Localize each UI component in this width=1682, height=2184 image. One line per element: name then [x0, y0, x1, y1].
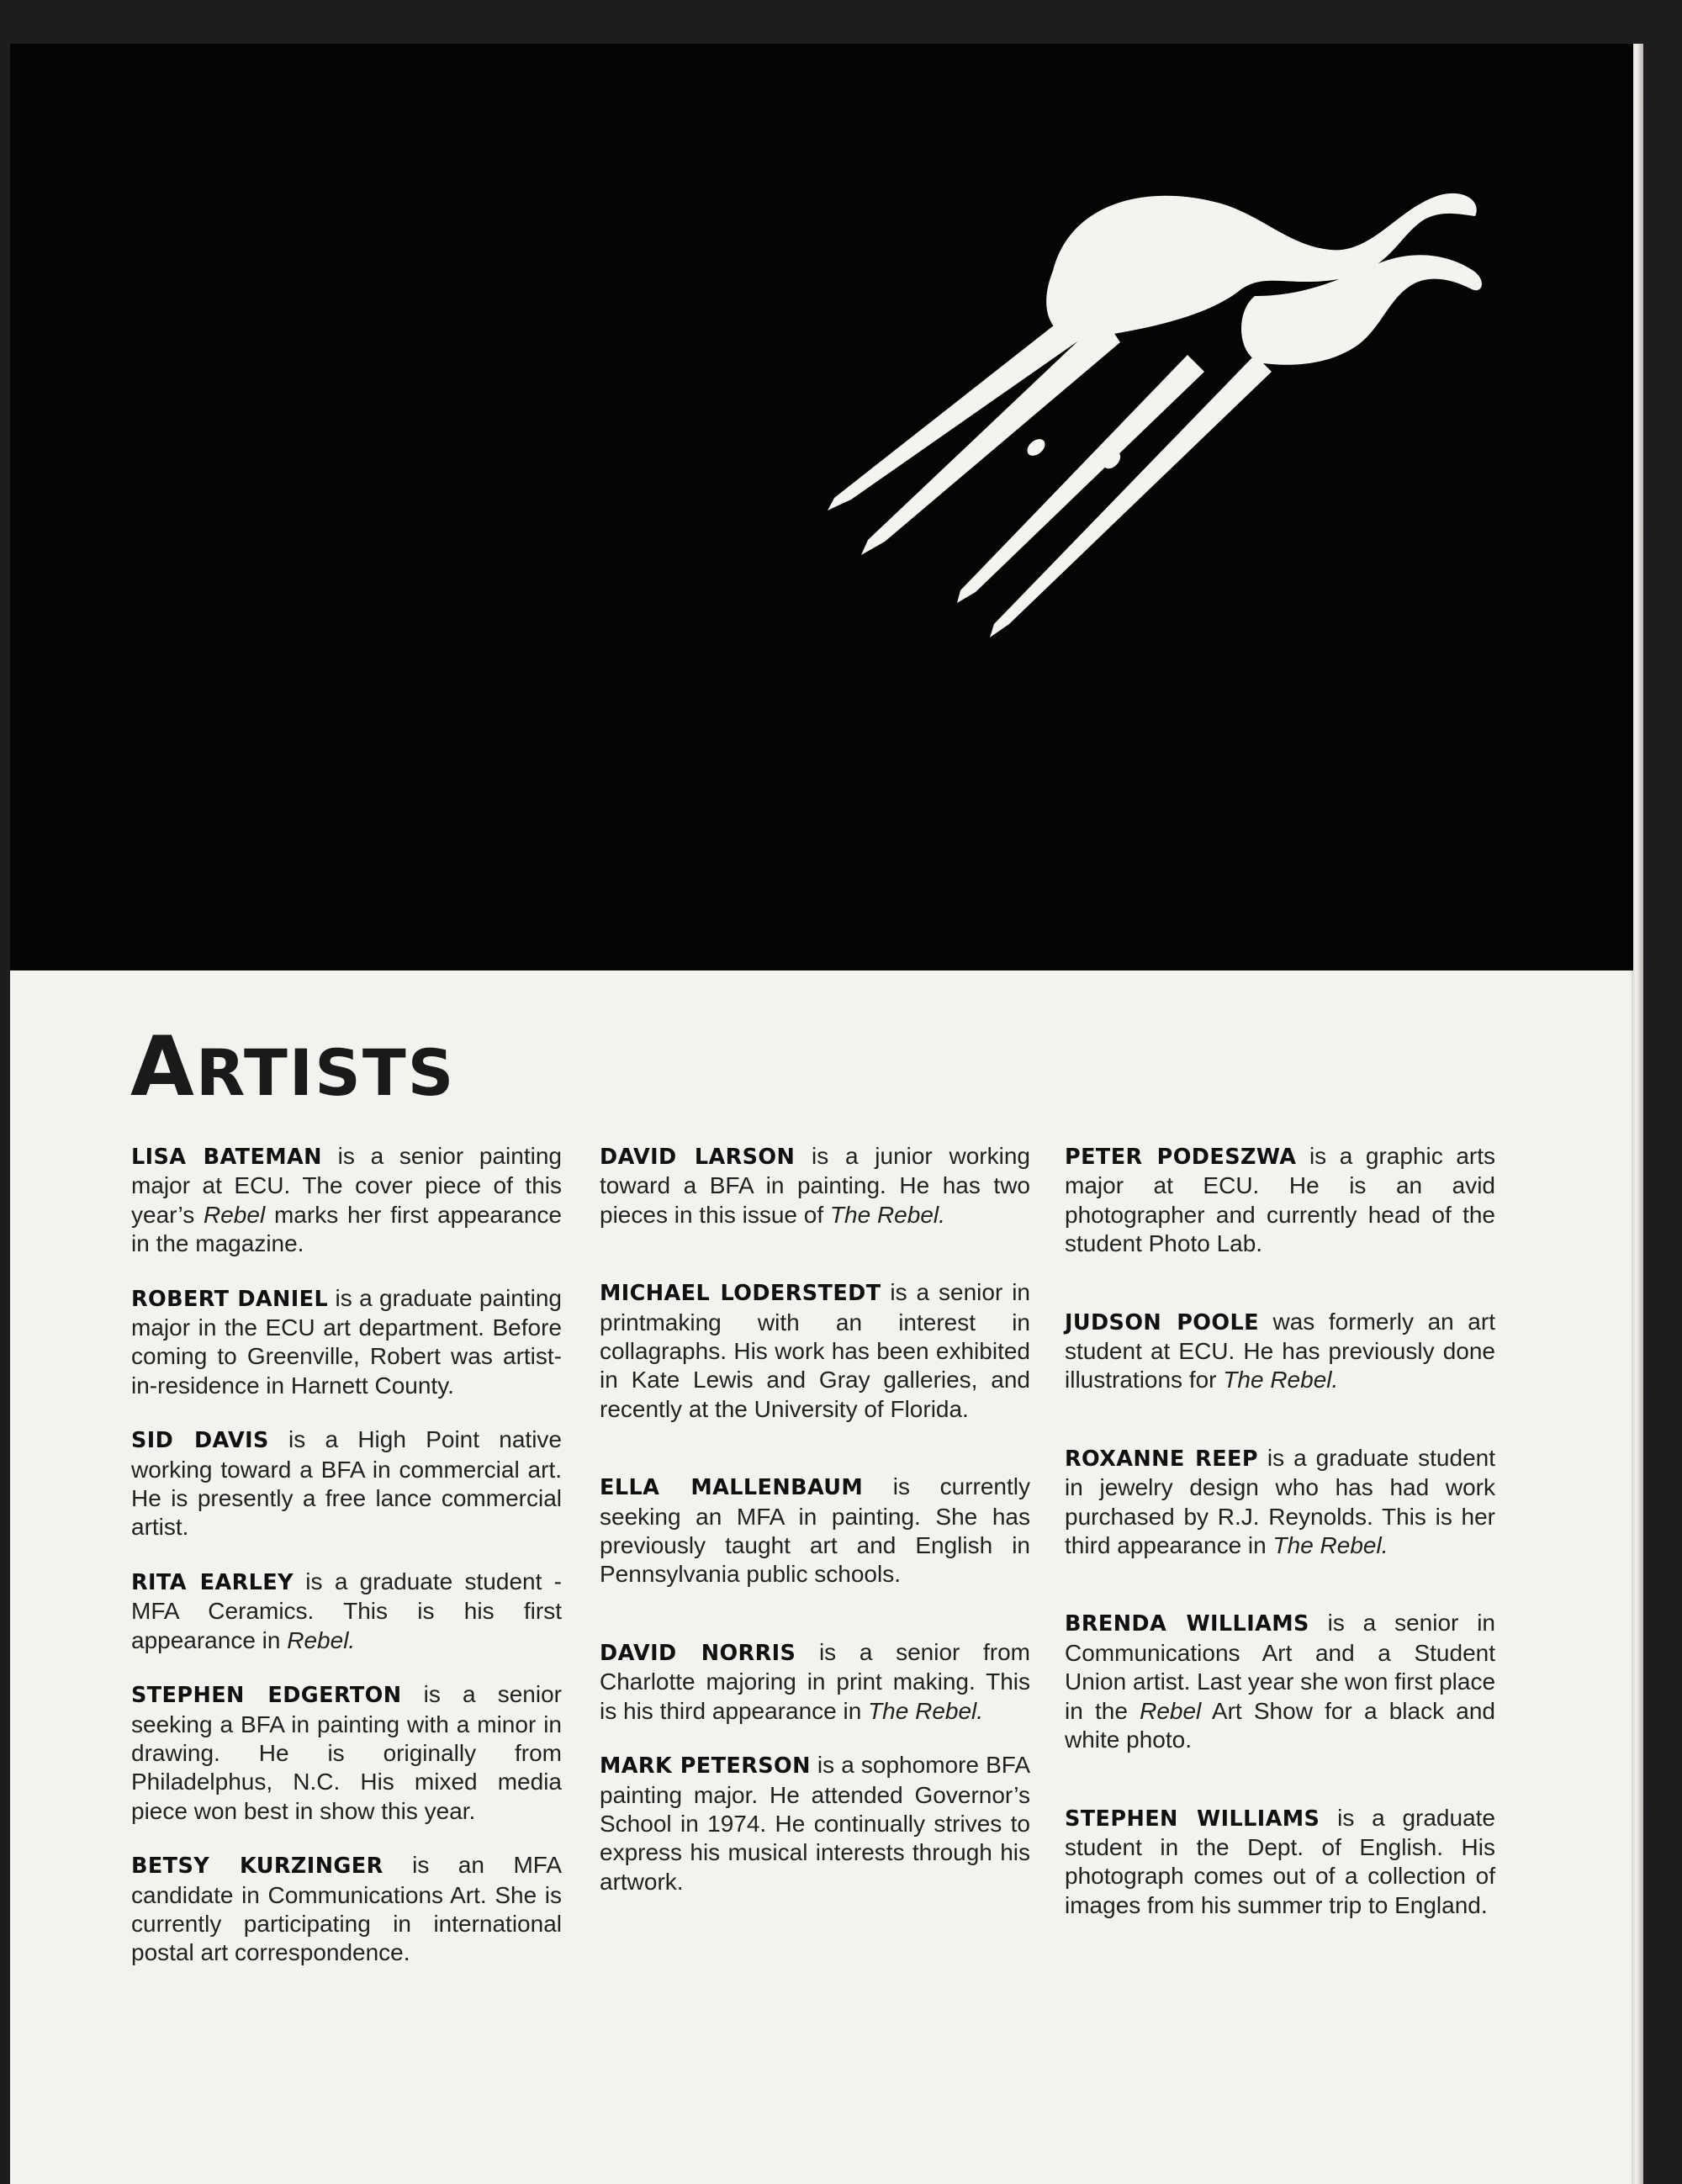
artist-entry	[1065, 1804, 1495, 1921]
page-title: ARTISTS	[130, 1019, 456, 1115]
artist-entry	[600, 1638, 1030, 1726]
artist-bio-text: is a High Point native working toward a BFA in commercial art. He is presently a free lance commercial artist.	[131, 1426, 562, 1541]
artist-name: ELLA MALLENBAUM	[600, 1475, 864, 1501]
artist-entry	[600, 1473, 1030, 1589]
artist-entry	[600, 1278, 1030, 1424]
artist-bio-text: is a senior from Charlotte majoring in print making. This is his third appearance in	[600, 1638, 1031, 1724]
artist-bio-text: is a graduate student in jewelry design who has had work purchased by R.J. Reynolds. This is her third appearance in	[1065, 1444, 1495, 1559]
artist-bio-text: is a junior working toward a BFA in painting. He has two pieces in this issue of	[600, 1143, 1030, 1228]
artist-entry	[131, 1142, 562, 1259]
publication-title: Rebel.	[287, 1626, 356, 1653]
artist-name: DAVID LARSON	[600, 1145, 796, 1170]
artist-entry	[131, 1284, 562, 1401]
artist-bio-text: is a graduate student in the Dept. of English. His photograph comes out of a collection of images from his summer trip to England.	[1065, 1804, 1495, 1918]
artist-entry	[600, 1142, 1030, 1229]
publication-title: The Rebel.	[829, 1201, 945, 1228]
artist-entry	[131, 1851, 562, 1968]
artist-name: BRENDA WILLIAMS	[1065, 1611, 1309, 1637]
artist-bio-text: is a senior in printmaking with an interest in collagraphs. His work has been exhibited in Kate Lewis and Gray galleries, and recently at the University of Florida.	[600, 1279, 1030, 1422]
publication-title: The Rebel.	[1272, 1532, 1388, 1559]
artist-name: PETER PODESZWA	[1065, 1145, 1297, 1170]
publication-title: The Rebel.	[1223, 1367, 1339, 1393]
artist-name: STEPHEN WILLIAMS	[1065, 1806, 1320, 1832]
artist-bio-text: is a graduate painting major in the ECU art department. Before coming to Greenville, Robert was artist-in-residence in Harnett County.	[131, 1284, 563, 1399]
artist-entry	[1065, 1444, 1495, 1561]
artist-bio-text: is an MFA candidate in Communications Art. She is currently participating in international postal art correspondence.	[131, 1852, 562, 1966]
artist-entry	[131, 1425, 562, 1542]
artist-entry	[600, 1751, 1030, 1896]
artist-name: ROXANNE REEP	[1065, 1446, 1258, 1472]
artists-column-2	[600, 1142, 1030, 1896]
artist-name: MICHAEL LODERSTEDT	[600, 1281, 881, 1307]
artist-name: RITA EARLEY	[131, 1569, 294, 1595]
artist-bio-text: is a senior seeking a BFA in painting with a minor in drawing. He is originally from Philadelphus, N.C. His mixed media piece won best in show this year.	[131, 1681, 562, 1824]
artist-bio-text: is a senior in Communications Art and a Student Union artist. Last year she won first place in the	[1065, 1610, 1496, 1724]
artist-name: LISA BATEMAN	[131, 1145, 322, 1170]
artist-bio-text: marks her first appearance in the magazine.	[131, 1201, 562, 1257]
artist-name: MARK PETERSON	[600, 1753, 811, 1779]
artist-name: ROBERT DANIEL	[131, 1286, 329, 1312]
artist-bio-text: is a graduate student - MFA Ceramics. This is his first appearance in	[131, 1568, 562, 1653]
artist-name: STEPHEN EDGERTON	[131, 1683, 402, 1709]
artist-bio-text: is a senior painting major at ECU. The cover piece of this year’s	[131, 1143, 562, 1228]
artist-name: BETSY KURZINGER	[131, 1853, 383, 1880]
publication-title: Rebel	[204, 1201, 266, 1228]
page-edge	[1632, 44, 1643, 2184]
artists-column-1	[131, 1142, 562, 1968]
publication-title: Rebel	[1140, 1697, 1202, 1724]
artist-bio-text: is a sophomore BFA painting major. He attended Governor’s School in 1974. He continually strives to express his musical interests through his artwork.	[600, 1752, 1030, 1895]
flamingo-silhouette-illustration	[750, 170, 1490, 649]
artist-entry	[1065, 1609, 1495, 1754]
artist-name: DAVID NORRIS	[600, 1640, 796, 1666]
artist-entry	[131, 1680, 562, 1826]
artist-bio-text: Art Show for a black and white photo.	[1065, 1697, 1495, 1753]
illustration-panel	[10, 44, 1633, 970]
artist-name: SID DAVIS	[131, 1428, 269, 1454]
artists-column-3	[1065, 1142, 1495, 1920]
artist-entry	[131, 1568, 562, 1655]
publication-title: The Rebel.	[868, 1697, 984, 1724]
artist-entry	[1065, 1142, 1495, 1259]
artist-bio-text: was formerly an art student at ECU. He has previously done illustrations for	[1065, 1308, 1495, 1393]
artist-bio-text: is a graphic arts major at ECU. He is an avid photographer and currently head of the student Photo Lab.	[1065, 1143, 1496, 1257]
artist-bio-text: is currently seeking an MFA in painting. She has previously taught art and English in Pennsylvania public schools.	[600, 1473, 1030, 1588]
artist-entry	[1065, 1308, 1495, 1395]
artist-name: JUDSON POOLE	[1065, 1309, 1259, 1335]
